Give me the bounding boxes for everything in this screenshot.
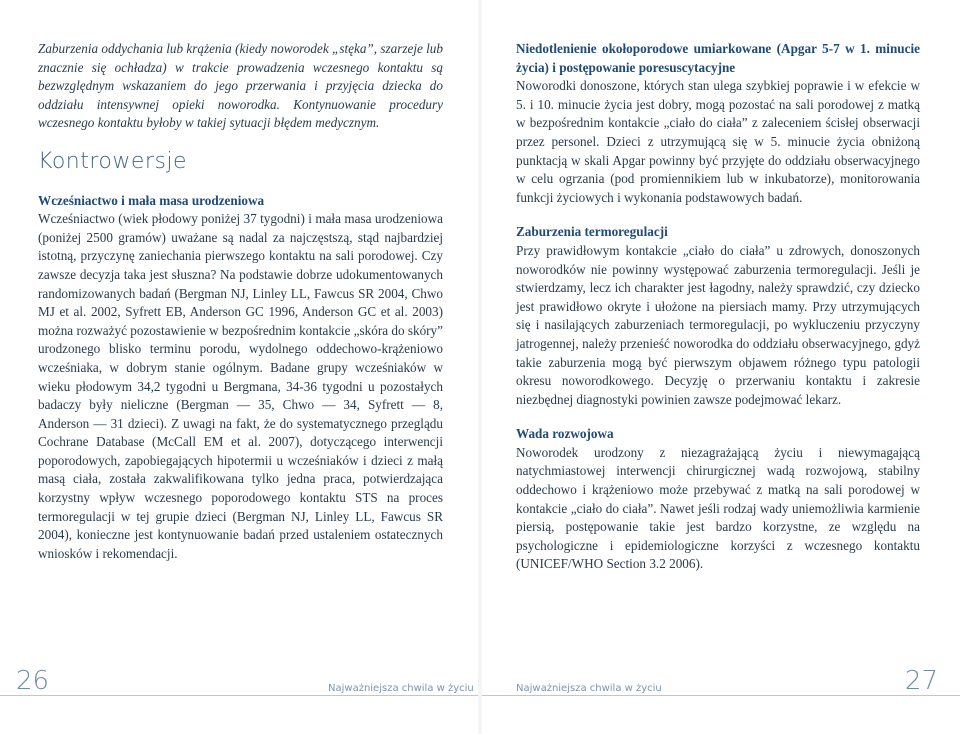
body-paragraph: Przy prawidłowym kontakcie „ciało do ciała” u zdrowych, donoszonych noworodków nie powinny występować zaburzenia termoregulacji. Jeśli je stwierdzamy, lecz ich charakter jest łagodny, należy sprawdzić, czy dziecko jest prawidłowo okryte i ułożone na piersiach mamy. Przy utrzymujących się i nasilających zaburzeniach termoregulacji, po wykluczeniu przyczyny jatrogennej, należy przenieść noworodka do oddziału obserwacyjnego, gdyż takie zaburzenia mogą być pierwszym objawem różnego typu patologii okresu noworodkowego. Decyzję o przerwaniu kontaktu i zakresie niezbędnej diagnostyki powinien zawsze podejmować lekarz. — [516, 242, 920, 407]
running-title-right: Najważniejsza chwila w życiu — [516, 683, 662, 694]
section-title: Zaburzenia termoregulacji — [516, 224, 668, 240]
body-paragraph: Noworodki donoszone, których stan ulega szybkiej poprawie i w efekcie w 5. i 10. minucie życia jest dobry, mogą pozostać na sali porodowej z matką w bezpośrednim kontakcie „ciało do ciała” z zaleceniem ścisłej obserwacji przez personel. Dzieci z utrzymującą się w 5. minucie życia obniżoną punktacją w skali Apgar powinny być przyjęte do oddziału obserwacyjnego w celu ogrzania (pod promiennikiem lub w inkubatorze), monitorowania funkcji życiowych i wykonania podstawowych badań. — [516, 78, 920, 205]
section-title: Wada rozwojowa — [516, 426, 614, 442]
page-footer — [0, 662, 960, 734]
page-number-left: 26 — [16, 666, 50, 696]
body-paragraph: Wcześniactwo (wiek płodowy poniżej 37 tygodni) i mała masa urodzeniowa (poniżej 2500 gramów) uważane są nadal za najczęstszą, stąd najbardziej istotną, przyczynę zaniechania pierwszego kontaktu na sali porodowej. Czy zawsze decyzja taka jest słuszna? Na podstawie dobrze udokumentowanych randomizowanych badań (Bergman NJ, Linley LL, Fawcus SR 2004, Chwo MJ et al. 2002, Syfrett EB, Anderson GC 1996, Anderson GC et al. 2003) można rozważyć pozostawienie w bezpośrednim kontakcie „skóra do skóry” urodzonego blisko terminu porodu, wydolnego oddechowo-krążeniowo wcześniaka, w dobrym stanie ogólnym. Badane grupy wcześniaków w wieku płodowym 34,2 tygodni u Bergmana, 34-36 tygodni u pozostałych badaczy były nieliczne (Bergman — 35, Chwo — 34, Syfrett — 8, Anderson — 31 dzieci). Z uwagi na fakt, że do systematycznego przeglądu Cochrane Database (McCall EM et al. 2007), dotyczącego interwencji poporodowych, zapobiegających hipotermii u wcześniaków i dzieci z małą masą ciała, została zakwalifikowana tylko jedna praca, potwierdzająca korzystny wpływ wczesnego poporodowego kontaktu STS na proces termoregulacji w tej grupie dzieci (Bergman NJ, Linley LL, Fawcus SR 2004), konieczne jest kontynuowanie badań przed ustaleniem ostatecznych wniosków i rekomendacji. — [38, 211, 444, 561]
body-paragraph: Noworodek urodzony z niezagrażającą życiu i niewymagającą natychmiastowej interwencji chirurgicznej wadą rozwojową, stabilny oddechowo i krążeniowo może przebywać z matką na sali porodowej w kontakcie „ciało do ciała”. Nawet jeśli rodzaj wady uniemożliwia karmienie piersią, postępowanie takie jest bardzo korzystne, ze względu na psychologiczne i epidemiologiczne korzyści z wczesnego kontaktu (UNICEF/WHO Section 3.2 2006). — [516, 444, 920, 572]
footer-rule-right — [482, 695, 960, 696]
intro-paragraph: Zaburzenia oddychania lub krążenia (kiedy noworodek „stęka”, szarzeje lub znacznie się ochładza) w trakcie prowadzenia wczesnego kontaktu są bezwzględnym wskazaniem do jego przerwania i przyjęcia dziecka do oddziału intensywnej opieki noworodka. Kontynuowanie procedury wczesnego kontaktu byłoby w takiej sytuacji błędem medycznym. — [38, 41, 443, 131]
section-heading: Kontrowersje — [38, 148, 188, 174]
spacer — [516, 409, 920, 425]
spacer — [516, 207, 920, 223]
left-column — [38, 40, 443, 563]
section-title: Niedotlenienie okołoporodowe umiarkowane (Apgar 5-7 w 1. minucie życia) i postępowanie poresuscytacyjne — [516, 41, 920, 75]
right-column — [516, 40, 920, 574]
section-title: Wcześniactwo i mała masa urodzeniowa — [38, 192, 265, 208]
page-number-right: 27 — [904, 666, 938, 696]
running-title-left: Najważniejsza chwila w życiu — [328, 683, 474, 694]
footer-rule-left — [0, 695, 478, 696]
page-spine — [478, 0, 482, 734]
